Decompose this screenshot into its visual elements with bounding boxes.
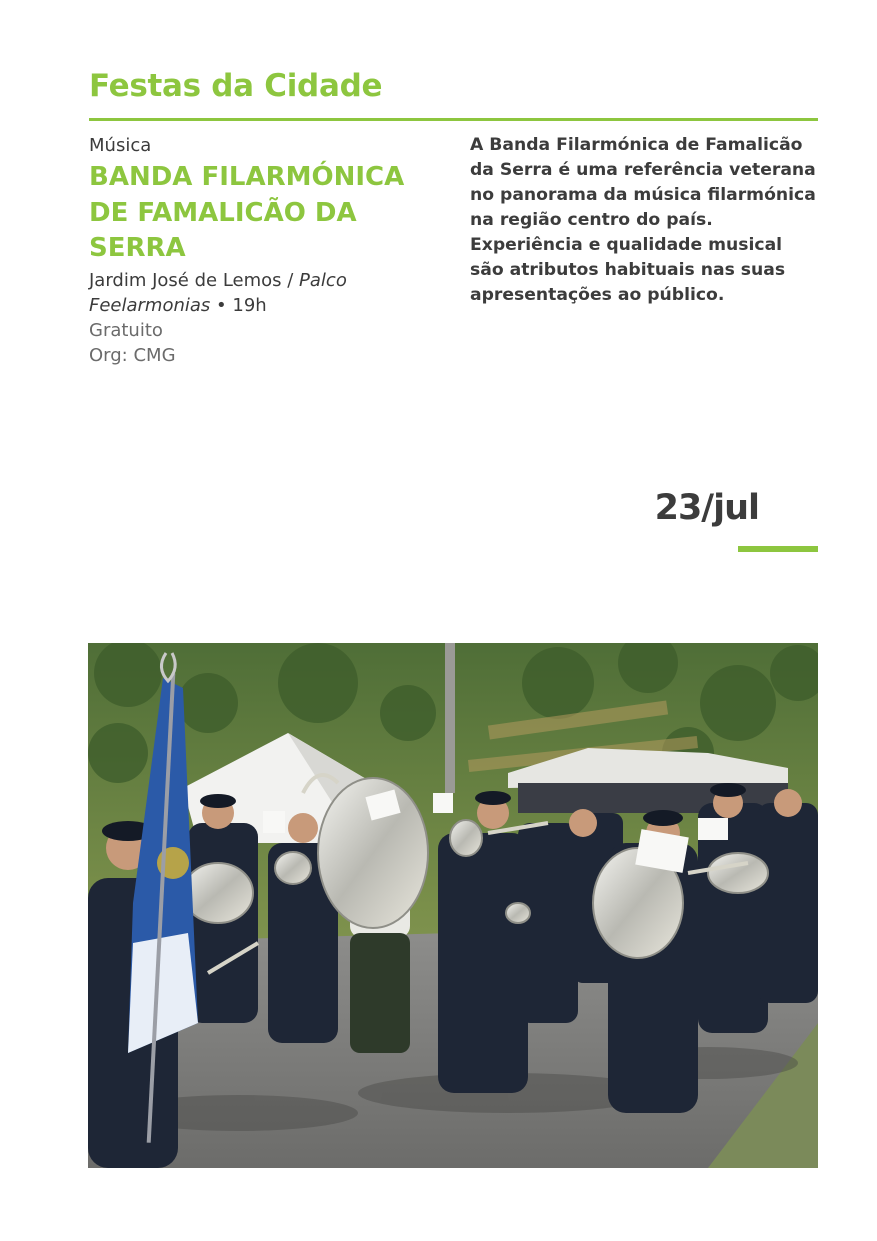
event-date: 23/jul: [654, 488, 759, 528]
event-time: • 19h: [210, 294, 267, 316]
event-title: [89, 160, 429, 267]
event-info: [89, 133, 429, 368]
event-title-line: DE FAMALICÃO DA: [89, 197, 357, 228]
event-price: Gratuito: [89, 319, 163, 341]
venue-name: Jardim José de Lemos /: [89, 269, 300, 291]
venue-stage: Palco Feelarmonias: [89, 269, 347, 316]
title-divider: [89, 118, 818, 121]
event-description: A Banda Filarmónica de Famalicão da Serra é uma referência veterana no panorama da música filarmónica na região centro do país. Experiência e qualidade musical são atributos habituais nas suas apresentações ao público.: [470, 135, 816, 305]
page-title: Festas da Cidade: [89, 68, 383, 104]
date-underline: [738, 546, 818, 552]
event-category: Música: [89, 135, 152, 156]
event-venue: [89, 268, 429, 318]
event-organizer: Org: CMG: [89, 344, 176, 366]
event-title-line: SERRA: [89, 233, 186, 263]
event-title-line: BANDA FILARMÓNICA: [89, 162, 405, 192]
band-photo: [88, 643, 818, 1168]
